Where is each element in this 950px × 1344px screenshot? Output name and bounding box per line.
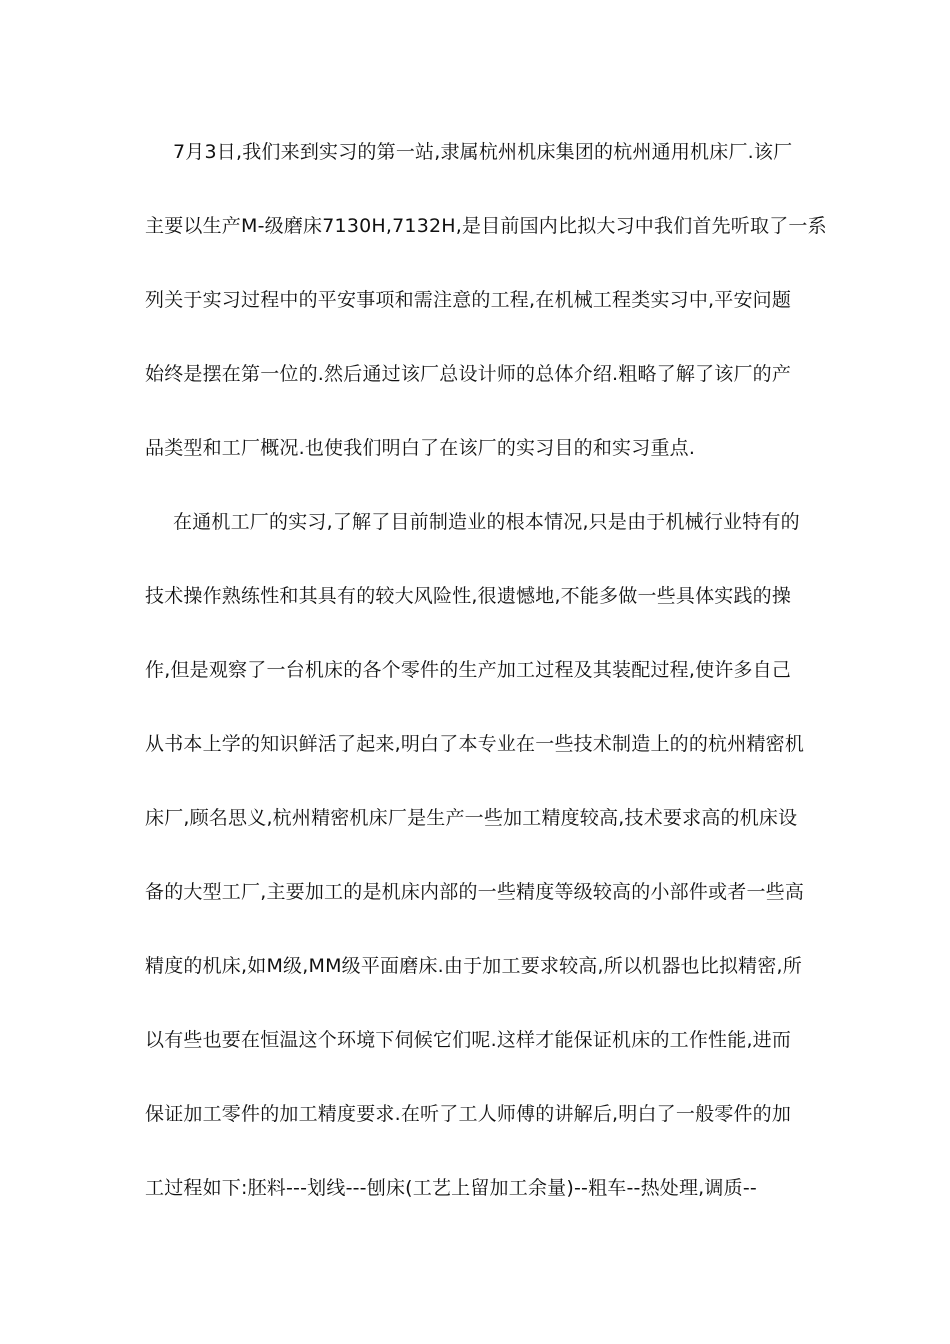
paragraph-2 — [145, 500, 810, 1240]
text-line: 品类型和工厂概况.也使我们明白了在该厂的实习目的和实习重点. — [145, 437, 696, 459]
text-line: 7月3日,我们来到实习的第一站,隶属杭州机床集团的杭州通用机床厂.该厂 — [173, 141, 793, 163]
paragraph-1 — [145, 130, 827, 500]
text-line: 主要以生产M-级磨床7130H,7132H,是目前国内比拟大习中我们首先听取了一系 — [145, 215, 827, 237]
text-line: 技术操作熟练性和其具有的较大风险性,很遗憾地,不能多做一些具体实践的操 — [145, 585, 792, 607]
text-line: 精度的机床,如M级,MM级平面磨床.由于加工要求较高,所以机器也比拟精密,所 — [145, 955, 802, 977]
body-text — [145, 130, 827, 1240]
text-line: 作,但是观察了一台机床的各个零件的生产加工过程及其装配过程,使许多自己 — [145, 659, 792, 681]
text-line: 工过程如下:胚料---划线---刨床(工艺上留加工余量)--粗车--热处理,调质-- — [145, 1177, 757, 1199]
text-line: 从书本上学的知识鲜活了起来,明白了本专业在一些技术制造上的的杭州精密机 — [145, 733, 805, 755]
text-line: 始终是摆在第一位的.然后通过该厂总设计师的总体介绍.粗略了解了该厂的产 — [145, 363, 792, 385]
text-line: 备的大型工厂,主要加工的是机床内部的一些精度等级较高的小部件或者一些高 — [145, 881, 805, 903]
text-line: 以有些也要在恒温这个环境下伺候它们呢.这样才能保证机床的工作性能,进而 — [145, 1029, 792, 1051]
text-line: 在通机工厂的实习,了解了目前制造业的根本情况,只是由于机械行业特有的 — [173, 511, 800, 533]
text-line: 保证加工零件的加工精度要求.在听了工人师傅的讲解后,明白了一般零件的加 — [145, 1103, 792, 1125]
text-line: 列关于实习过程中的平安事项和需注意的工程,在机械工程类实习中,平安问题 — [145, 289, 792, 311]
text-line: 床厂,顾名思义,杭州精密机床厂是生产一些加工精度较高,技术要求高的机床设 — [145, 807, 798, 829]
